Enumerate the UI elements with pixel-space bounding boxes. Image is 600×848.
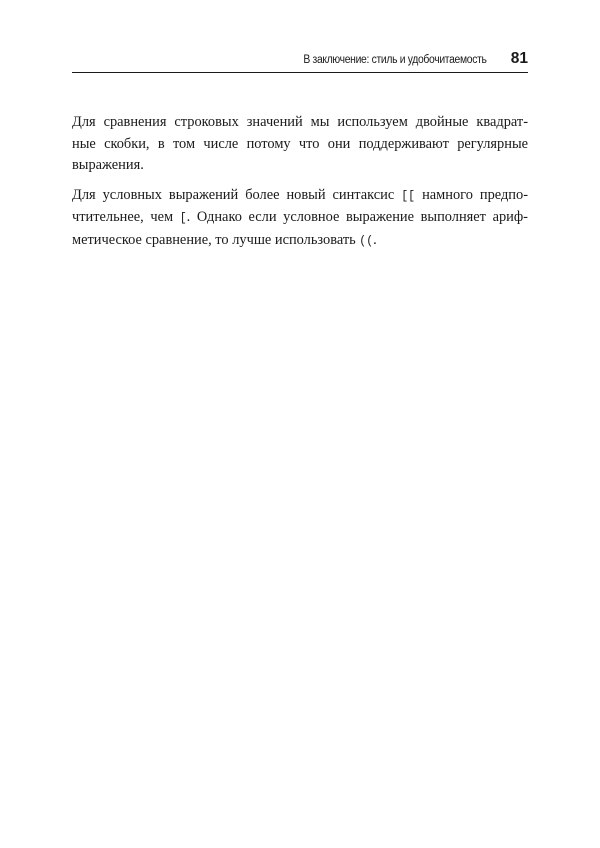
text-line: ные скобки, в том числе потому что они поддерживают регулярные xyxy=(72,135,528,152)
text-fragment: намного предпо- xyxy=(415,186,528,203)
paragraph-conditional-syntax xyxy=(72,185,528,253)
text-line xyxy=(72,230,528,253)
text-line xyxy=(72,185,528,208)
text-fragment: метическое сравнение, то лучше использовать xyxy=(72,231,360,248)
page-number: 81 xyxy=(510,50,528,67)
text-line xyxy=(72,207,528,230)
inline-code: [[ xyxy=(401,189,416,203)
body-text xyxy=(72,112,528,260)
text-fragment: Для условных выражений более новый синтаксис xyxy=(72,186,402,203)
text-fragment: . xyxy=(373,231,377,248)
text-line: Для сравнения строковых значений мы используем двойные квадрат- xyxy=(72,114,528,130)
paragraph-string-comparison xyxy=(72,112,528,177)
inline-code: [ xyxy=(179,212,187,225)
inline-code: (( xyxy=(359,234,374,248)
header-title: В заключение: стиль и удобочитаемость xyxy=(303,54,487,66)
text-line: выражения. xyxy=(72,157,144,173)
running-header xyxy=(72,49,528,73)
text-fragment: чтительнее, чем xyxy=(72,209,180,225)
text-fragment: . Однако если условное выражение выполняет ариф- xyxy=(186,209,528,225)
